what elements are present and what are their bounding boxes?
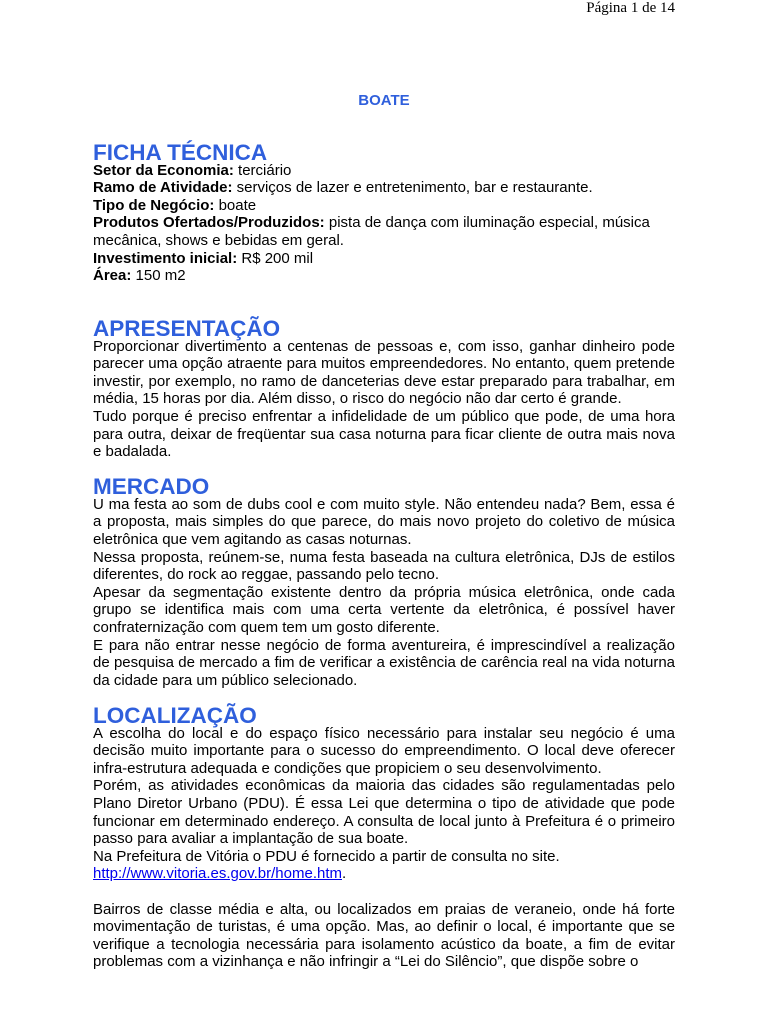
field-label: Ramo de Atividade:	[93, 179, 233, 197]
mercado-heading: MERCADO	[93, 474, 210, 500]
paragraph-bairros: Bairros de classe média e alta, ou localizados em praias de veraneio, onde há forte movimentação de turistas, é uma opção. Mas, ao definir o local, é importante que se verifique a tecnologia necessária para isolamento acústico da boate, a fim de evitar problemas com a vizinhança e não infringir a “Lei do Silêncio”, que dispõe sobre o	[93, 900, 675, 971]
paragraph: U ma festa ao som de dubs cool e com muito style. Não entendeu nada? Bem, essa é a proposta, mais simples do que parece, do mais novo projeto do coletivo de música eletrônica que vem agitando as casas noturnas.	[93, 495, 675, 549]
field-value: boate	[214, 196, 257, 214]
paragraph: Apesar da segmentação existente dentro da própria música eletrônica, onde cada grupo se identifica mais com uma certa vertente da eletrônica, é possível haver confraternização com quem tem um gosto diferente.	[93, 583, 675, 637]
spacer	[93, 883, 675, 901]
field-investimento	[93, 250, 675, 268]
section-ficha-tecnica	[93, 140, 675, 285]
field-label: Investimento inicial:	[93, 249, 238, 267]
field-label: Área:	[93, 267, 132, 285]
paragraph: Proporcionar divertimento a centenas de pessoas e, com isso, ganhar dinheiro pode parecer uma opção atraente para muitos empreendedores. No entanto, quem pretende investir, por exemplo, no ramo de danceterias deve estar preparado para trabalhar, em média, 15 horas por dia. Além disso, o risco do negócio não dar certo é grande.	[93, 337, 675, 408]
pdu-text: Na Prefeitura de Vitória o PDU é fornecido a partir de consulta no site.	[93, 847, 560, 865]
ficha-tecnica-heading: FICHA TÉCNICA	[93, 140, 268, 165]
vitoria-site-link[interactable]: http://www.vitoria.es.gov.br/home.htm	[93, 865, 342, 883]
field-label: Produtos Ofertados/Produzidos:	[93, 214, 325, 232]
field-label: Tipo de Negócio:	[93, 196, 215, 214]
paragraph-pdu	[93, 848, 675, 883]
field-value: terciário	[233, 161, 292, 179]
page-number: Página 1 de 14	[586, 0, 675, 16]
field-setor	[93, 162, 675, 180]
paragraph: Porém, as atividades econômicas da maioria das cidades são regulamentadas pelo Plano Diretor Urbano (PDU). É essa Lei que determina o tipo de atividade que pode funcionar em determinado endereço. A consulta de local junto à Prefeitura é o primeiro passo para avaliar a implantação de sua boate.	[93, 777, 675, 848]
field-area	[93, 267, 675, 285]
localizacao-heading: LOCALIZAÇÃO	[93, 703, 257, 728]
paragraph: Nessa proposta, reúnem-se, numa festa baseada na cultura eletrônica, DJs de estilos diferentes, do rock ao reggae, passando pelo tecno.	[93, 548, 675, 584]
field-ramo	[93, 179, 675, 197]
field-tipo	[93, 197, 675, 215]
section-mercado	[93, 474, 675, 689]
section-localizacao	[93, 703, 675, 971]
field-value: R$ 200 mil	[237, 249, 314, 267]
field-produtos	[93, 214, 675, 249]
paragraph: A escolha do local e do espaço físico necessário para instalar seu negócio é uma decisão muito importante para o sucesso do empreendimento. O local deve oferecer infra-estrutura adequada e condições que propiciem o seu desenvolvimento.	[93, 724, 675, 777]
field-label: Setor da Economia:	[93, 161, 234, 179]
document-title: BOATE	[358, 92, 410, 109]
apresentacao-heading: APRESENTAÇÃO	[93, 315, 281, 341]
field-value: pista de dança com iluminação especial, música mecânica, shows e bebidas em geral.	[93, 214, 650, 249]
field-value: 150 m2	[131, 267, 186, 285]
paragraph: E para não entrar nesse negócio de forma aventureira, é imprescindível a realização de pesquisa de mercado a fim de verificar a existência de carência real na vida noturna da cidade para um público selecionado.	[93, 636, 675, 689]
link-suffix: .	[342, 865, 347, 883]
section-apresentacao	[93, 315, 675, 461]
spacer	[93, 285, 675, 303]
field-value: serviços de lazer e entretenimento, bar e restaurante.	[232, 179, 593, 197]
paragraph: Tudo porque é preciso enfrentar a infidelidade de um público que pode, de uma hora para outra, deixar de freqüentar sua casa noturna para ficar cliente de outra mais nova e badalada.	[93, 407, 675, 461]
document-body	[93, 140, 675, 971]
